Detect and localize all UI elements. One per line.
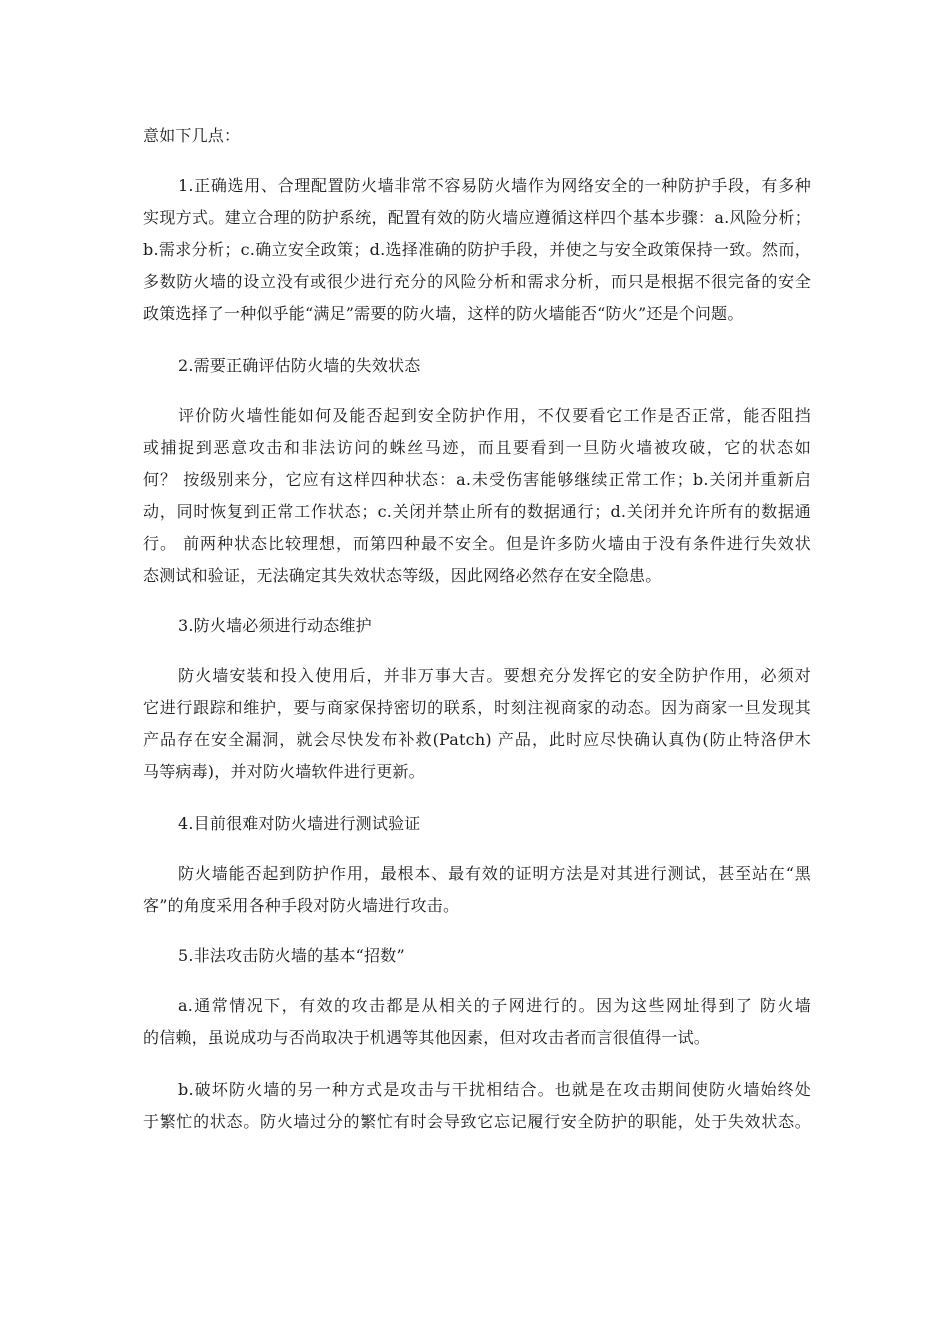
text-line: 它进行跟踪和维护，要与商家保持密切的联系，时刻注视商家的动态。因为商家一旦发现其 bbox=[143, 698, 811, 717]
text-line: 态测试和验证，无法确定其失效状态等级，因此网络必然存在安全隐患。 bbox=[143, 566, 662, 585]
text-line: 马等病毒)，并对防火墙软件进行更新。 bbox=[143, 762, 425, 781]
text-line: 评价防火墙性能如何及能否起到安全防护作用，不仅要看它工作是否正常，能否阻挡 bbox=[178, 406, 811, 425]
text-line: 意如下几点： bbox=[143, 126, 241, 145]
text-line: 动，同时恢复到正常工作状态；c.关闭并禁止所有的数据通行；d.关闭并允许所有的数据通 bbox=[143, 502, 811, 521]
text-line: 何？ 按级别来分，它应有这样四种状态：a.未受伤害能够继续正常工作；b.关闭并重新启 bbox=[143, 470, 811, 489]
text-line: a.通常情况下，有效的攻击都是从相关的子网进行的。因为这些网址得到了 防火墙 bbox=[178, 996, 811, 1015]
text-line: b.破坏防火墙的另一种方式是攻击与干扰相结合。也就是在攻击期间使防火墙始终处 bbox=[178, 1080, 811, 1099]
heading-2: 2.需要正确评估防火墙的失效状态 bbox=[178, 356, 421, 375]
text-line: 政策选择了一种似乎能“满足”需要的防火墙，这样的防火墙能否“防火”还是个问题。 bbox=[143, 304, 744, 323]
heading-1: 1.正确选用、合理配置防火墙非常不容易防火墙作为网络安全的一种防护手段，有多种 bbox=[178, 176, 811, 195]
heading-3: 3.防火墙必须进行动态维护 bbox=[178, 616, 372, 635]
text-line: 或捕捉到恶意攻击和非法访问的蛛丝马迹，而且要看到一旦防火墙被攻破，它的状态如 bbox=[143, 438, 811, 457]
heading-4: 4.目前很难对防火墙进行测试验证 bbox=[178, 814, 421, 833]
text-line: 防火墙安装和投入使用后，并非万事大吉。要想充分发挥它的安全防护作用，必须对 bbox=[178, 666, 811, 685]
heading-5: 5.非法攻击防火墙的基本“招数” bbox=[178, 946, 405, 965]
text-line: 多数防火墙的设立没有或很少进行充分的风险分析和需求分析，而只是根据不很完备的安全 bbox=[143, 272, 811, 291]
text-line: 客”的角度采用各种手段对防火墙进行攻击。 bbox=[143, 896, 460, 915]
text-line: 防火墙能否起到防护作用，最根本、最有效的证明方法是对其进行测试，甚至站在“黑 bbox=[178, 864, 811, 883]
text-line: b.需求分析；c.确立安全政策；d.选择准确的防护手段，并使之与安全政策保持一致。然而， bbox=[143, 240, 811, 259]
text-line: 产品存在安全漏洞，就会尽快发布补救(Patch) 产品，此时应尽快确认真伪(防止特洛伊木 bbox=[143, 730, 811, 749]
text-line: 行。 前两种状态比较理想，而第四种最不安全。但是许多防火墙由于没有条件进行失效状 bbox=[143, 534, 811, 553]
text-line: 于繁忙的状态。防火墙过分的繁忙有时会导致它忘记履行安全防护的职能，处于失效状态。 bbox=[143, 1112, 811, 1131]
text-line: 实现方式。建立合理的防护系统，配置有效的防火墙应遵循这样四个基本步骤：a.风险分析； bbox=[143, 208, 811, 227]
text-line: 的信赖，虽说成功与否尚取决于机遇等其他因素，但对攻击者而言很值得一试。 bbox=[143, 1028, 711, 1047]
